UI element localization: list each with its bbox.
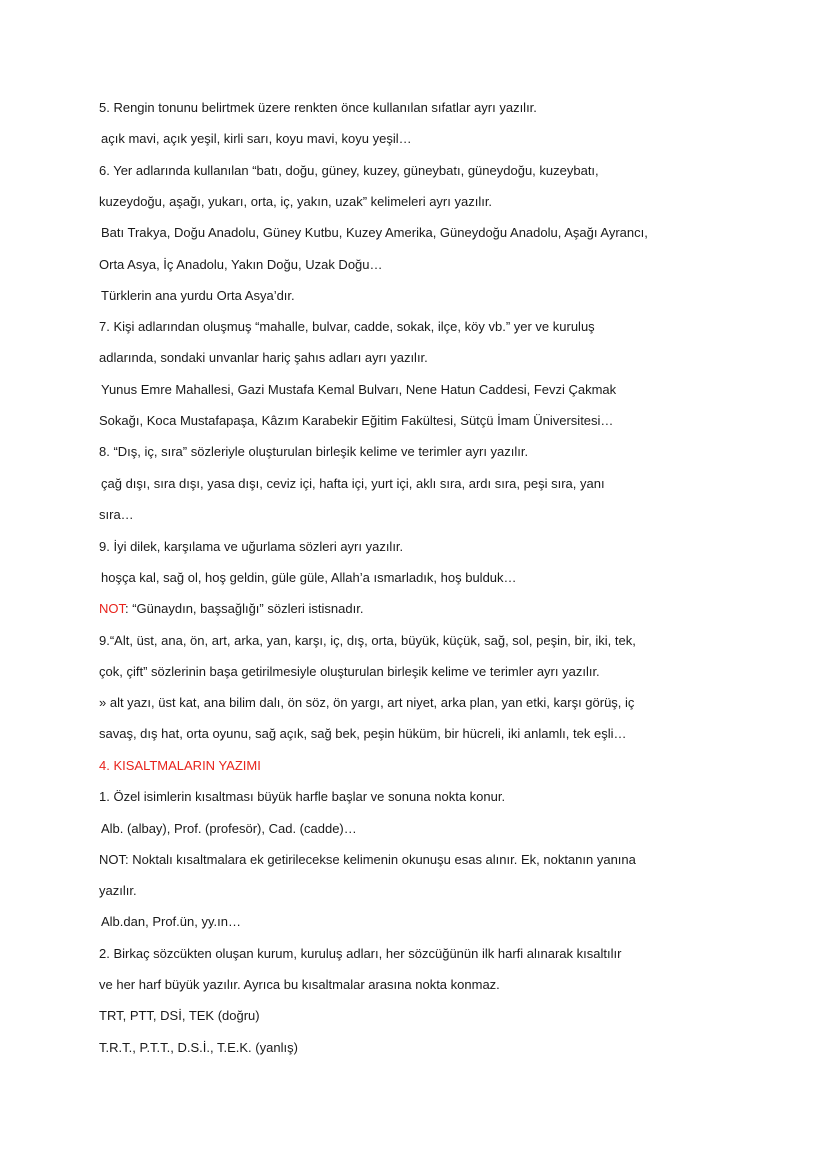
example-text: Alb. (albay), Prof. (profesör), Cad. (cadde)… [101,821,357,836]
abbr-rule-2-text-cont: ve her harf büyük yazılır. Ayrıca bu kısaltmalar arasına nokta konmaz. [99,977,500,992]
section-heading: 4. KISALTMALARIN YAZIMI [99,758,261,773]
example-correct: TRT, PTT, DSİ, TEK (doğru) [99,1008,260,1023]
rule-5-text: 5. Rengin tonunu belirtmek üzere renkten önce kullanılan sıfatlar ayrı yazılır. [99,100,537,115]
example-text-cont: Orta Asya, İç Anadolu, Yakın Doğu, Uzak Doğu… [99,257,383,272]
example-text: hoşça kal, sağ ol, hoş geldin, güle güle, Allah’a ısmarladık, hoş bulduk… [101,570,517,585]
rule-6-text-cont: kuzeydoğu, aşağı, yukarı, orta, iç, yakın, uzak” kelimeleri ayrı yazılır. [99,194,493,209]
example-text: Alb.dan, Prof.ün, yy.ın… [101,914,241,929]
example-text-cont: savaş, dış hat, orta oyunu, sağ açık, sağ bek, peşin hüküm, bir hücreli, iki anlamlı, tek eşli… [99,726,627,741]
note-text-cont: yazılır. [99,883,137,898]
example-text: Türklerin ana yurdu Orta Asya’dır. [101,288,295,303]
example-wrong: T.R.T., P.T.T., D.S.İ., T.E.K. (yanlış) [99,1040,298,1055]
example-text: çağ dışı, sıra dışı, yasa dışı, ceviz içi, hafta içi, yurt içi, aklı sıra, ardı sıra, peşi sıra, yanı [101,476,605,491]
rule-6-text: 6. Yer adlarında kullanılan “batı, doğu, güney, kuzey, güneybatı, güneydoğu, kuzeybatı, [99,163,599,178]
example-text: » alt yazı, üst kat, ana bilim dalı, ön söz, ön yargı, art niyet, arka plan, yan etki, karşı görüş, iç [99,695,635,710]
note-body: : “Günaydın, başsağlığı” sözleri istisnadır. [125,601,364,616]
note-text: NOT: Noktalı kısaltmalara ek getirilecekse kelimenin okunuşu esas alınır. Ek, noktanın yanına [99,852,636,867]
note-label: NOT [99,601,125,616]
rule-8-text: 8. “Dış, iç, sıra” sözleriyle oluşturulan birleşik kelime ve terimler ayrı yazılır. [99,444,529,459]
abbr-rule-2-text: 2. Birkaç sözcükten oluşan kurum, kuruluş adları, her sözcüğünün ilk harfi alınarak kısaltılır [99,946,622,961]
abbr-rule-1-text: 1. Özel isimlerin kısaltması büyük harfle başlar ve sonuna nokta konur. [99,789,506,804]
rule-7-text: 7. Kişi adlarından oluşmuş “mahalle, bulvar, cadde, sokak, ilçe, köy vb.” yer ve kuruluş [99,319,595,334]
example-text: açık mavi, açık yeşil, kirli sarı, koyu mavi, koyu yeşil… [101,131,412,146]
rule-9-text: 9. İyi dilek, karşılama ve uğurlama sözleri ayrı yazılır. [99,539,404,554]
example-text-cont: sıra… [99,507,134,522]
rule-9b-text-cont: çok, çift” sözlerinin başa getirilmesiyle oluşturulan birleşik kelime ve terimler ayrı yazılır. [99,664,600,679]
example-text: Batı Trakya, Doğu Anadolu, Güney Kutbu, Kuzey Amerika, Güneydoğu Anadolu, Aşağı Ayrancı, [101,225,648,240]
example-text-cont: Sokağı, Koca Mustafapaşa, Kâzım Karabekir Eğitim Fakültesi, Sütçü İmam Üniversitesi… [99,413,614,428]
rule-9b-text: 9.“Alt, üst, ana, ön, art, arka, yan, karşı, iç, dış, orta, büyük, küçük, sağ, sol, peşin, bir, iki, tek, [99,633,636,648]
note-text [99,600,363,618]
example-text: Yunus Emre Mahallesi, Gazi Mustafa Kemal Bulvarı, Nene Hatun Caddesi, Fevzi Çakmak [101,382,617,397]
rule-7-text-cont: adlarında, sondaki unvanlar hariç şahıs adları ayrı yazılır. [99,350,428,365]
